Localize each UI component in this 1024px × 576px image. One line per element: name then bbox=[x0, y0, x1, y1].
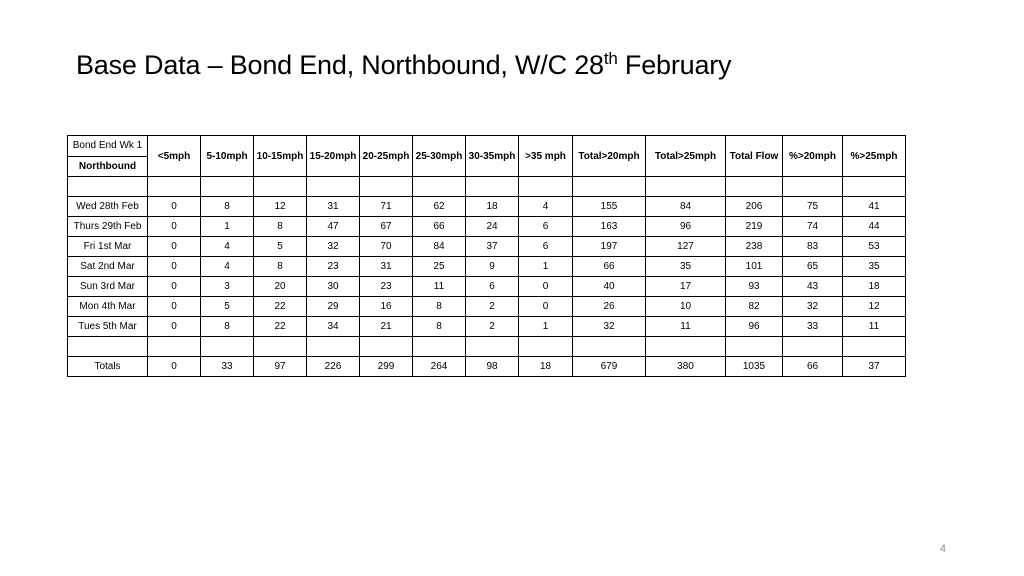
table-cell: 380 bbox=[646, 357, 726, 377]
table-cell: 29 bbox=[307, 297, 360, 317]
table-cell: 32 bbox=[573, 317, 646, 337]
speed-data-table bbox=[67, 135, 906, 377]
column-header: 10-15mph bbox=[254, 136, 307, 177]
table-cell: 31 bbox=[307, 197, 360, 217]
table-cell: 5 bbox=[201, 297, 254, 317]
table-cell bbox=[307, 337, 360, 357]
table-cell bbox=[726, 177, 783, 197]
table-cell: 11 bbox=[413, 277, 466, 297]
table-cell: 22 bbox=[254, 317, 307, 337]
table-cell bbox=[148, 337, 201, 357]
table-cell: 21 bbox=[360, 317, 413, 337]
table-cell: 8 bbox=[254, 217, 307, 237]
table-cell: 0 bbox=[519, 297, 573, 317]
table-cell: 17 bbox=[646, 277, 726, 297]
table-row bbox=[68, 277, 906, 297]
table-cell: 8 bbox=[254, 257, 307, 277]
table-cell: 0 bbox=[148, 317, 201, 337]
title-superscript: th bbox=[603, 49, 618, 68]
table-cell: 31 bbox=[360, 257, 413, 277]
table-cell: 82 bbox=[726, 297, 783, 317]
table-cell: 12 bbox=[843, 297, 906, 317]
table-cell: 93 bbox=[726, 277, 783, 297]
corner-header-direction: Northbound bbox=[78, 161, 137, 172]
table-cell: 264 bbox=[413, 357, 466, 377]
row-label: Thurs 29th Feb bbox=[68, 217, 148, 237]
table-cell: 0 bbox=[148, 357, 201, 377]
table-cell: 1 bbox=[201, 217, 254, 237]
table-cell: 23 bbox=[360, 277, 413, 297]
table-row bbox=[68, 297, 906, 317]
column-header: Total Flow bbox=[726, 136, 783, 177]
table-cell: 12 bbox=[254, 197, 307, 217]
table-cell: 0 bbox=[148, 277, 201, 297]
table-cell: 22 bbox=[254, 297, 307, 317]
table-cell: 11 bbox=[646, 317, 726, 337]
table-cell: 4 bbox=[519, 197, 573, 217]
table-cell: 1035 bbox=[726, 357, 783, 377]
table-cell: 37 bbox=[843, 357, 906, 377]
table-cell: 226 bbox=[307, 357, 360, 377]
table-cell: 163 bbox=[573, 217, 646, 237]
table-cell bbox=[646, 177, 726, 197]
table-cell: 127 bbox=[646, 237, 726, 257]
blank-row bbox=[68, 177, 906, 197]
table-cell: 206 bbox=[726, 197, 783, 217]
table-cell: 6 bbox=[466, 277, 519, 297]
column-header: %>25mph bbox=[843, 136, 906, 177]
table-cell: 71 bbox=[360, 197, 413, 217]
column-header: 30-35mph bbox=[466, 136, 519, 177]
table-cell: 65 bbox=[783, 257, 843, 277]
table-cell: 2 bbox=[466, 317, 519, 337]
table-cell: 35 bbox=[843, 257, 906, 277]
table-cell: 8 bbox=[413, 317, 466, 337]
table-cell: 44 bbox=[843, 217, 906, 237]
table-cell bbox=[307, 177, 360, 197]
table-cell bbox=[783, 177, 843, 197]
table-cell bbox=[843, 177, 906, 197]
table-cell: 18 bbox=[843, 277, 906, 297]
table-cell: 47 bbox=[307, 217, 360, 237]
table-cell: 32 bbox=[783, 297, 843, 317]
table-cell: 43 bbox=[783, 277, 843, 297]
table-cell bbox=[646, 337, 726, 357]
row-label bbox=[68, 337, 148, 357]
column-header: Total>25mph bbox=[646, 136, 726, 177]
table-cell bbox=[360, 177, 413, 197]
table-cell: 33 bbox=[783, 317, 843, 337]
table-cell: 2 bbox=[466, 297, 519, 317]
table-cell: 3 bbox=[201, 277, 254, 297]
table-cell: 1 bbox=[519, 317, 573, 337]
row-label: Mon 4th Mar bbox=[68, 297, 148, 317]
table-cell: 34 bbox=[307, 317, 360, 337]
table-cell: 33 bbox=[201, 357, 254, 377]
table-cell: 4 bbox=[201, 237, 254, 257]
table-cell: 97 bbox=[254, 357, 307, 377]
table-cell: 84 bbox=[413, 237, 466, 257]
table-cell: 35 bbox=[646, 257, 726, 277]
table-cell bbox=[413, 177, 466, 197]
table-cell: 1 bbox=[519, 257, 573, 277]
column-header: 15-20mph bbox=[307, 136, 360, 177]
row-label: Sat 2nd Mar bbox=[68, 257, 148, 277]
table-cell: 679 bbox=[573, 357, 646, 377]
table-cell bbox=[519, 177, 573, 197]
table-cell bbox=[573, 337, 646, 357]
table-cell bbox=[783, 337, 843, 357]
table-row bbox=[68, 237, 906, 257]
blank-row bbox=[68, 337, 906, 357]
slide-title bbox=[76, 50, 731, 81]
table-cell: 84 bbox=[646, 197, 726, 217]
table-cell bbox=[201, 337, 254, 357]
table-cell: 70 bbox=[360, 237, 413, 257]
table-cell: 11 bbox=[843, 317, 906, 337]
column-header: >35 mph bbox=[519, 136, 573, 177]
table-cell: 0 bbox=[519, 277, 573, 297]
table-cell bbox=[466, 337, 519, 357]
table-cell: 299 bbox=[360, 357, 413, 377]
table-cell: 101 bbox=[726, 257, 783, 277]
column-header: 20-25mph bbox=[360, 136, 413, 177]
table-cell: 0 bbox=[148, 297, 201, 317]
column-header: 5-10mph bbox=[201, 136, 254, 177]
table-cell: 0 bbox=[148, 197, 201, 217]
table-cell: 20 bbox=[254, 277, 307, 297]
column-header: 25-30mph bbox=[413, 136, 466, 177]
table-body bbox=[68, 177, 906, 377]
table-cell: 0 bbox=[148, 217, 201, 237]
table-cell: 74 bbox=[783, 217, 843, 237]
title-suffix: February bbox=[617, 50, 732, 80]
table-cell: 8 bbox=[201, 317, 254, 337]
corner-header bbox=[68, 136, 148, 177]
table-cell: 75 bbox=[783, 197, 843, 217]
table-cell: 4 bbox=[201, 257, 254, 277]
table-cell: 0 bbox=[148, 237, 201, 257]
table-cell: 96 bbox=[646, 217, 726, 237]
column-header: Total>20mph bbox=[573, 136, 646, 177]
table-cell: 16 bbox=[360, 297, 413, 317]
table-cell: 41 bbox=[843, 197, 906, 217]
table-cell: 18 bbox=[519, 357, 573, 377]
table-cell bbox=[254, 177, 307, 197]
table-cell: 67 bbox=[360, 217, 413, 237]
table-cell: 219 bbox=[726, 217, 783, 237]
table-cell bbox=[413, 337, 466, 357]
table-cell: 83 bbox=[783, 237, 843, 257]
row-label: Tues 5th Mar bbox=[68, 317, 148, 337]
table-cell: 23 bbox=[307, 257, 360, 277]
table-cell: 37 bbox=[466, 237, 519, 257]
table-cell bbox=[519, 337, 573, 357]
corner-header-week: Bond End Wk 1 bbox=[68, 136, 147, 157]
table-cell: 6 bbox=[519, 237, 573, 257]
table-row bbox=[68, 197, 906, 217]
table-row bbox=[68, 217, 906, 237]
table-cell: 66 bbox=[413, 217, 466, 237]
table-cell bbox=[148, 177, 201, 197]
table-cell: 6 bbox=[519, 217, 573, 237]
table-cell: 0 bbox=[148, 257, 201, 277]
table-cell bbox=[201, 177, 254, 197]
table-cell: 66 bbox=[783, 357, 843, 377]
column-header: <5mph bbox=[148, 136, 201, 177]
totals-row bbox=[68, 357, 906, 377]
row-label: Wed 28th Feb bbox=[68, 197, 148, 217]
table-cell: 5 bbox=[254, 237, 307, 257]
column-header: %>20mph bbox=[783, 136, 843, 177]
row-label: Totals bbox=[68, 357, 148, 377]
table-cell bbox=[726, 337, 783, 357]
table-cell: 26 bbox=[573, 297, 646, 317]
table-cell: 40 bbox=[573, 277, 646, 297]
table-cell: 53 bbox=[843, 237, 906, 257]
table-cell: 66 bbox=[573, 257, 646, 277]
table-cell bbox=[360, 337, 413, 357]
table-cell bbox=[466, 177, 519, 197]
table-cell: 8 bbox=[413, 297, 466, 317]
table-cell: 8 bbox=[201, 197, 254, 217]
table-cell: 18 bbox=[466, 197, 519, 217]
row-label: Fri 1st Mar bbox=[68, 237, 148, 257]
row-label: Sun 3rd Mar bbox=[68, 277, 148, 297]
page-number: 4 bbox=[939, 543, 946, 555]
table-cell: 98 bbox=[466, 357, 519, 377]
table-cell: 197 bbox=[573, 237, 646, 257]
table-cell: 10 bbox=[646, 297, 726, 317]
title-main: Base Data – Bond End, Northbound, W/C 28 bbox=[76, 50, 604, 80]
table-row bbox=[68, 317, 906, 337]
table-cell: 30 bbox=[307, 277, 360, 297]
table-cell bbox=[254, 337, 307, 357]
table-cell: 32 bbox=[307, 237, 360, 257]
table-cell: 62 bbox=[413, 197, 466, 217]
table-cell: 9 bbox=[466, 257, 519, 277]
table-cell: 238 bbox=[726, 237, 783, 257]
table-row bbox=[68, 257, 906, 277]
table-cell: 155 bbox=[573, 197, 646, 217]
header-row bbox=[68, 136, 906, 177]
table-cell: 24 bbox=[466, 217, 519, 237]
table-cell: 25 bbox=[413, 257, 466, 277]
table-cell: 96 bbox=[726, 317, 783, 337]
table-cell bbox=[843, 337, 906, 357]
row-label bbox=[68, 177, 148, 197]
table-cell bbox=[573, 177, 646, 197]
